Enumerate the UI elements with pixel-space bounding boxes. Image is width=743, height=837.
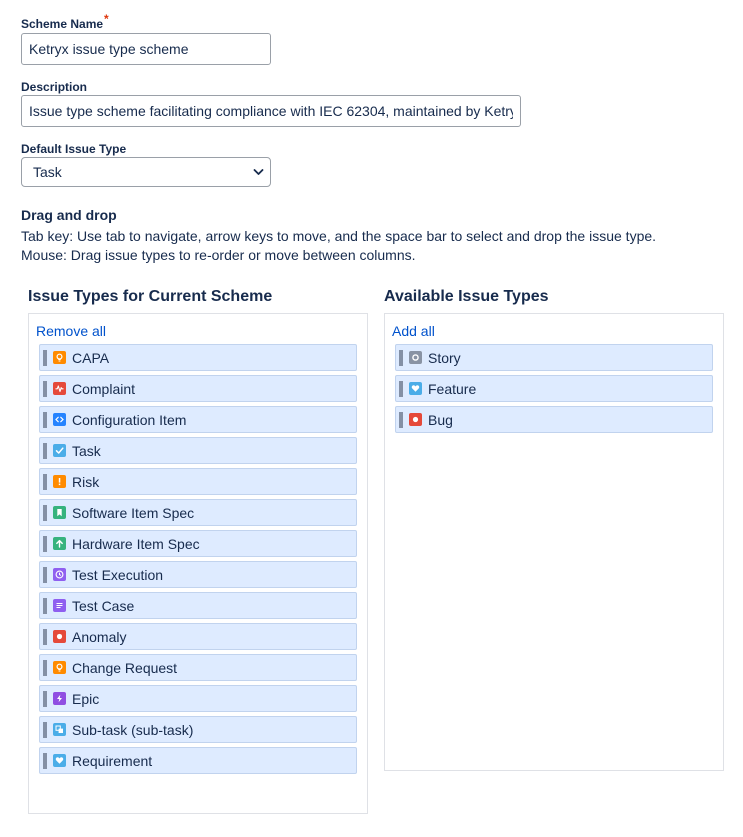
bookmark-icon [53, 506, 66, 519]
dot-icon [53, 630, 66, 643]
drag-handle-icon[interactable] [43, 691, 47, 707]
current-scheme-item[interactable] [39, 654, 357, 681]
available-types-title: Available Issue Types [384, 288, 549, 305]
current-scheme-item-label: Change Request [72, 659, 178, 676]
pulse-icon [53, 382, 66, 395]
drag-handle-icon[interactable] [43, 412, 47, 428]
arrow-up-icon [53, 537, 66, 550]
scheme-name-label [21, 12, 109, 31]
checkmark-icon [53, 444, 66, 457]
current-scheme-item-label: Requirement [72, 752, 153, 769]
default-issue-type-value: Task [33, 164, 62, 180]
drag-handle-icon[interactable] [43, 505, 47, 521]
help-tab-key: Tab key: Use tab to navigate, arrow keys to move, and the space bar to select and drop the issue type. [21, 228, 657, 244]
current-scheme-item[interactable] [39, 530, 357, 557]
subtask-icon [53, 723, 66, 736]
current-scheme-item-label: Test Case [72, 597, 135, 614]
drag-handle-icon[interactable] [43, 474, 47, 490]
lightbulb-icon [53, 661, 66, 674]
exclamation-icon [53, 475, 66, 488]
scheme-name-input[interactable] [21, 33, 271, 65]
current-scheme-item[interactable] [39, 437, 357, 464]
code-icon [53, 413, 66, 426]
lightning-icon [53, 692, 66, 705]
drag-handle-icon[interactable] [43, 722, 47, 738]
drag-handle-icon[interactable] [43, 443, 47, 459]
default-issue-type-select[interactable] [21, 157, 271, 187]
circle-icon [409, 351, 422, 364]
drag-handle-icon[interactable] [43, 567, 47, 583]
drag-handle-icon[interactable] [399, 381, 403, 397]
current-scheme-item[interactable] [39, 592, 357, 619]
required-marker: * [104, 12, 109, 26]
current-scheme-item[interactable] [39, 747, 357, 774]
available-type-item[interactable] [395, 406, 713, 433]
default-issue-type-label: Default Issue Type [21, 142, 127, 156]
drag-handle-icon[interactable] [43, 381, 47, 397]
current-scheme-item-label: Complaint [72, 380, 136, 397]
drag-handle-icon[interactable] [43, 660, 47, 676]
help-mouse: Mouse: Drag issue types to re-order or move between columns. [21, 247, 416, 263]
chevron-down-icon [253, 167, 264, 177]
clock-icon [53, 568, 66, 581]
add-all-link[interactable]: Add all [392, 323, 435, 339]
current-scheme-item-label: Software Item Spec [72, 504, 195, 521]
available-type-item-label: Story [428, 349, 461, 366]
current-scheme-item[interactable] [39, 344, 357, 371]
available-type-item[interactable] [395, 344, 713, 371]
available-type-item-label: Feature [428, 380, 477, 397]
drag-handle-icon[interactable] [43, 753, 47, 769]
current-scheme-item[interactable] [39, 499, 357, 526]
lightbulb-icon [53, 351, 66, 364]
current-scheme-item-label: Sub-task (sub-task) [72, 721, 194, 738]
lines-icon [53, 599, 66, 612]
drag-handle-icon[interactable] [43, 629, 47, 645]
current-scheme-title: Issue Types for Current Scheme [28, 288, 273, 305]
current-scheme-item-label: Epic [72, 690, 100, 707]
heart-icon [409, 382, 422, 395]
current-scheme-item-label: Anomaly [72, 628, 127, 645]
drag-handle-icon[interactable] [399, 350, 403, 366]
remove-all-link[interactable]: Remove all [36, 323, 107, 339]
dot-icon [409, 413, 422, 426]
drag-handle-icon[interactable] [43, 350, 47, 366]
current-scheme-item-label: Configuration Item [72, 411, 187, 428]
drag-handle-icon[interactable] [43, 536, 47, 552]
current-scheme-item[interactable] [39, 375, 357, 402]
drag-handle-icon[interactable] [43, 598, 47, 614]
available-type-item-label: Bug [428, 411, 453, 428]
scheme-name-label-text: Scheme Name [21, 17, 104, 31]
description-input[interactable] [21, 95, 521, 127]
current-scheme-item[interactable] [39, 623, 357, 650]
current-scheme-item[interactable] [39, 468, 357, 495]
drag-drop-title: Drag and drop [21, 207, 117, 223]
current-scheme-item[interactable] [39, 685, 357, 712]
current-scheme-item[interactable] [39, 406, 357, 433]
available-types-list[interactable] [384, 313, 724, 771]
current-scheme-item-label: CAPA [72, 349, 110, 366]
heart-icon [53, 754, 66, 767]
current-scheme-item[interactable] [39, 561, 357, 588]
description-label: Description [21, 80, 88, 94]
current-scheme-item-label: Test Execution [72, 566, 164, 583]
available-type-item[interactable] [395, 375, 713, 402]
current-scheme-item[interactable] [39, 716, 357, 743]
current-scheme-item-label: Hardware Item Spec [72, 535, 200, 552]
drag-handle-icon[interactable] [399, 412, 403, 428]
current-scheme-item-label: Task [72, 442, 101, 459]
current-scheme-item-label: Risk [72, 473, 100, 490]
current-scheme-list[interactable] [28, 313, 368, 814]
